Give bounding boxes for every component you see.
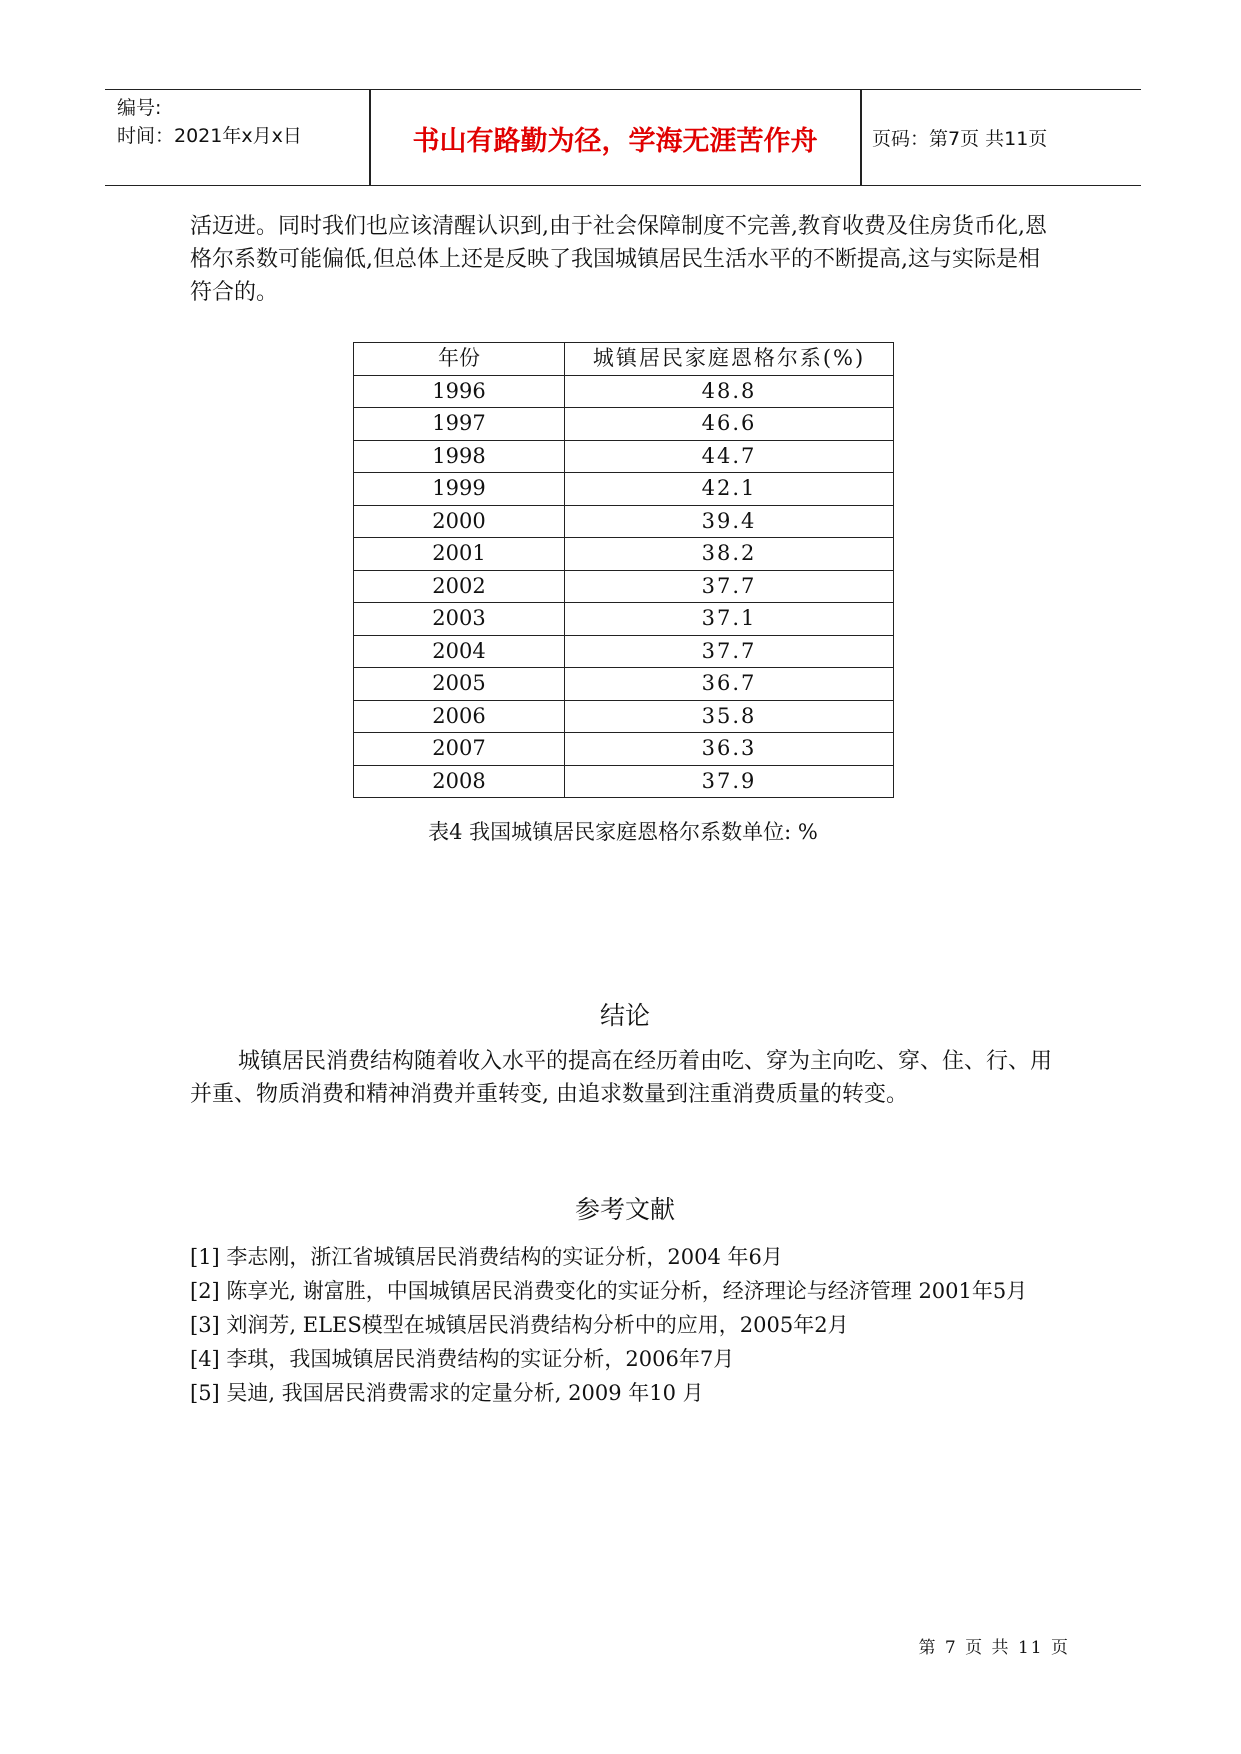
table-row	[354, 733, 894, 766]
table-cell-value: 48.8	[565, 375, 894, 408]
reference-list	[190, 1240, 1060, 1410]
table-cell-value: 38.2	[565, 538, 894, 571]
reference-item: [2] 陈享光, 谢富胜，中国城镇居民消费变化的实证分析，经济理论与经济管理 2001年5月	[190, 1279, 1028, 1303]
table-cell-year: 2001	[354, 538, 565, 571]
table-cell-value: 42.1	[565, 473, 894, 506]
reference-item: [1] 李志刚，浙江省城镇居民消费结构的实证分析，2004 年6月	[190, 1245, 783, 1269]
table-cell-year: 2002	[354, 570, 565, 603]
table-caption: 表4 我国城镇居民家庭恩格尔系数单位: %	[428, 820, 818, 844]
table-cell-value: 46.6	[565, 408, 894, 441]
table-cell-value: 44.7	[565, 440, 894, 473]
table-row	[354, 570, 894, 603]
table-row	[354, 765, 894, 798]
table-cell-year: 1999	[354, 473, 565, 506]
table-cell-value: 39.4	[565, 505, 894, 538]
table-cell-value: 35.8	[565, 700, 894, 733]
table-cell-value: 37.7	[565, 635, 894, 668]
reference-item: [3] 刘润芳, ELES模型在城镇居民消费结构分析中的应用，2005年2月	[190, 1313, 849, 1337]
table-cell-year: 1998	[354, 440, 565, 473]
table-row	[354, 603, 894, 636]
table-row	[354, 668, 894, 701]
conclusion-heading: 结论	[599, 1001, 650, 1030]
table-row	[354, 700, 894, 733]
table-cell-value: 36.3	[565, 733, 894, 766]
header-time-label: 时间：2021年x月x日	[117, 125, 302, 147]
table-cell-value: 37.7	[565, 570, 894, 603]
table-row	[354, 408, 894, 441]
references-heading: 参考文献	[574, 1195, 675, 1224]
header-motto: 书山有路勤为径，学海无涯苦作舟	[412, 126, 818, 157]
table-cell-year: 2000	[354, 505, 565, 538]
header-meta	[117, 94, 367, 150]
table-row	[354, 473, 894, 506]
header-divider	[860, 90, 862, 185]
header-number-label: 编号:	[117, 97, 162, 119]
table-cell-year: 2005	[354, 668, 565, 701]
page-footer: 第 7 页 共 11 页	[918, 1638, 1070, 1658]
body-paragraph: 活迈进。同时我们也应该清醒认识到,由于社会保障制度不完善,教育收费及住房货币化,恩格尔系数可能偏低,但总体上还是反映了我国城镇居民生活水平的不断提高,这与实际是相符合的。	[190, 214, 1047, 305]
conclusion-paragraph: 城镇居民消费结构随着收入水平的提高在经历着由吃、穿为主向吃、穿、住、行、用并重、物质消费和精神消费并重转变, 由追求数量到注重消费质量的转变。	[190, 1049, 1053, 1107]
table-header-row	[354, 343, 894, 376]
reference-item: [5] 吴迪, 我国居民消费需求的定量分析, 2009 年10 月	[190, 1381, 704, 1405]
table-cell-year: 1997	[354, 408, 565, 441]
table-row	[354, 635, 894, 668]
engel-coefficient-table	[353, 342, 894, 798]
header-divider	[369, 90, 371, 185]
table-cell-year: 2003	[354, 603, 565, 636]
table-row	[354, 538, 894, 571]
table-cell-value: 36.7	[565, 668, 894, 701]
header-page-label: 页码：第7页 共11页	[872, 128, 1048, 150]
table-cell-year: 2007	[354, 733, 565, 766]
reference-item: [4] 李琪，我国城镇居民消费结构的实证分析，2006年7月	[190, 1347, 735, 1371]
table-cell-year: 2004	[354, 635, 565, 668]
table-cell-year: 1996	[354, 375, 565, 408]
page-header	[105, 89, 1141, 186]
table-cell-value: 37.1	[565, 603, 894, 636]
table-header-cell: 年份	[354, 343, 565, 376]
table-cell-year: 2008	[354, 765, 565, 798]
table-row	[354, 440, 894, 473]
table-header-cell: 城镇居民家庭恩格尔系(%)	[565, 343, 894, 376]
table-row	[354, 505, 894, 538]
table-cell-value: 37.9	[565, 765, 894, 798]
table-cell-year: 2006	[354, 700, 565, 733]
table-row	[354, 375, 894, 408]
